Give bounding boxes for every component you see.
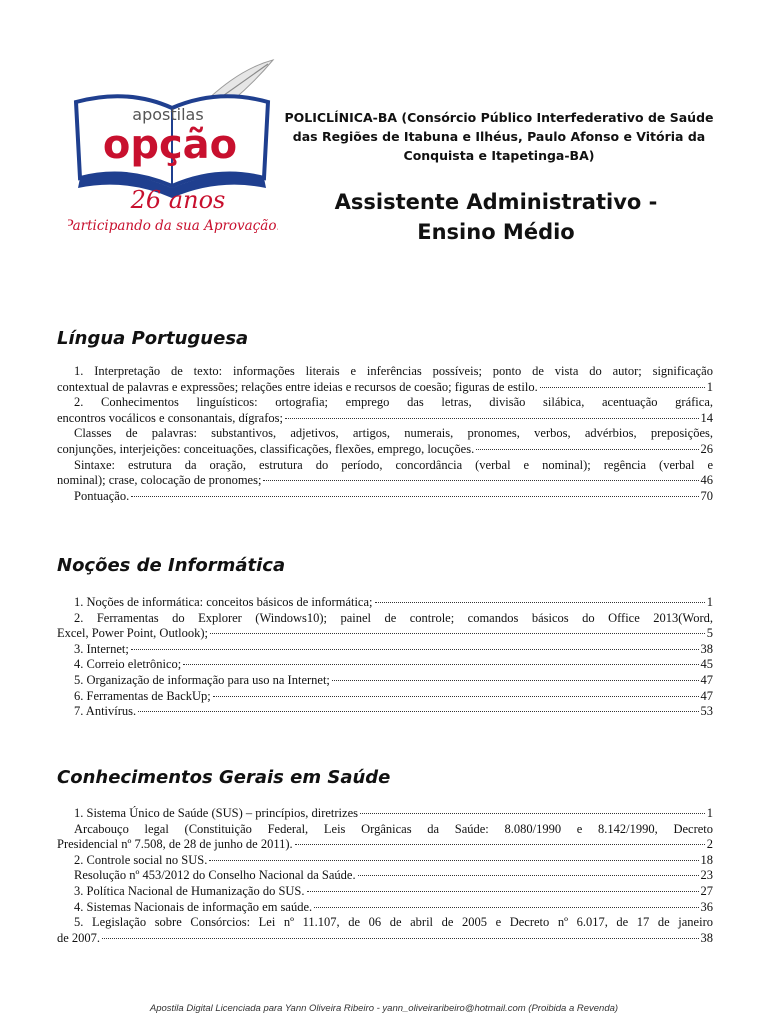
toc-entry [57,489,713,505]
toc-page-number: 36 [700,899,713,914]
toc-entry [57,657,713,673]
toc-page-number: 27 [700,883,713,898]
toc-entry-text: encontros vocálicos e consonantais, dígrafos; [57,410,283,425]
toc-entry-text: contextual de palavras e expressões; relações entre ideias e recursos de coesão; figuras de estilo. [57,379,538,394]
dot-leader [332,680,699,681]
toc-entry [57,868,713,884]
toc-entry-text: conjunções, interjeições: conceituações, classificações, flexões, emprego, locuções. [57,441,475,456]
brand-logo [68,58,278,238]
toc-entry-text: 4. Correio eletrônico; [74,657,182,672]
toc-page-number: 46 [700,473,713,488]
toc-entry [57,822,713,853]
toc-page-number: 5 [706,626,713,641]
toc-saude [57,806,713,946]
toc-entry-text: Pontuação. [74,488,130,503]
toc-entry [57,884,713,900]
section-title-informatica: Noções de Informática [57,555,286,576]
toc-page-number: 1 [706,806,713,820]
toc-entry-text: 2. Controle social no SUS. [74,852,208,867]
toc-entry-text: 2. Ferramentas do Explorer (Windows10); painel de controle; comandos básicos do Office 2013(Word, [74,610,713,625]
dot-leader [375,602,705,603]
toc-informatica [57,595,713,720]
toc-page-number: 26 [700,441,713,456]
toc-entry-text: 6. Ferramentas de BackUp; [74,688,211,703]
toc-page-number: 38 [700,930,713,945]
organization-name: POLICLÍNICA-BA (Consórcio Público Interfederativo de Saúde das Regiões de Itabuna e Ilhéus, Paulo Afonso e Vitória da Conquista e Itapetinga-BA) [284,110,714,163]
toc-page-number: 18 [700,852,713,867]
toc-entry-text: Presidencial nº 7.508, de 28 de junho de 2011). [57,837,293,852]
dot-leader [476,449,698,450]
toc-entry-text: 5. Organização de informação para uso na Internet; [74,672,330,687]
dot-leader [263,480,698,481]
toc-entry-text: 2. Conhecimentos linguísticos: ortografia; emprego das letras, divisão silábica, acentuação gráfica, [74,395,713,410]
toc-entry [57,395,713,426]
toc-portugues [57,364,713,504]
toc-page-number: 14 [700,410,713,425]
toc-entry-text: 4. Sistemas Nacionais de informação em saúde. [74,899,313,914]
toc-entry [57,704,713,720]
toc-page-number: 70 [700,488,713,503]
toc-page-number: 45 [700,657,713,672]
toc-entry-text: 1. Noções de informática: conceitos básicos de informática; [74,595,373,609]
toc-entry-text: de 2007. [57,930,101,945]
toc-entry [57,611,713,642]
section-title-portugues: Língua Portuguesa [57,328,249,349]
toc-page-number: 1 [706,379,713,394]
toc-entry [57,364,713,395]
toc-entry-text: 7. Antivírus. [74,704,137,719]
toc-entry-text: nominal); crase, colocação de pronomes; [57,473,262,488]
toc-entry-text: 3. Política Nacional de Humanização do SUS. [74,883,305,898]
dot-leader [131,649,699,650]
toc-entry [57,900,713,916]
page-title [290,187,702,247]
toc-page-number: 23 [700,868,713,883]
toc-entry-text: 1. Interpretação de texto: informações literais e inferências possíveis; ponto de vista do autor; significação [74,364,713,378]
dot-leader [209,860,698,861]
toc-page-number: 47 [700,672,713,687]
toc-entry [57,806,713,822]
toc-entry-text: Resolução nº 453/2012 do Conselho Nacional da Saúde. [74,868,356,883]
svg-text:Participando da sua Aprovação!: Participando da sua Aprovação! [68,218,278,234]
toc-entry [57,853,713,869]
toc-entry [57,673,713,689]
toc-entry [57,426,713,457]
toc-entry [57,689,713,705]
license-footer: Apostila Digital Licenciada para Yann Oliveira Ribeiro - yann_oliveiraribeiro@hotmail.com (Proibida a Revenda) [149,1003,619,1014]
dot-leader [358,875,699,876]
dot-leader [314,907,698,908]
toc-entry [57,595,713,611]
section-title-saude: Conhecimentos Gerais em Saúde [57,767,391,788]
toc-entry [57,915,713,946]
dot-leader [138,711,698,712]
toc-entry-text: Classes de palavras: substantivos, adjetivos, artigos, numerais, pronomes, verbos, advérbios, preposições, [74,426,713,441]
dot-leader [183,664,698,665]
toc-entry [57,642,713,658]
svg-text:apostilas: apostilas [132,105,204,124]
title-line-1: Assistente Administrativo - [334,190,658,214]
toc-page-number: 53 [700,704,713,719]
dot-leader [295,844,705,845]
toc-entry [57,458,713,489]
dot-leader [540,387,705,388]
toc-page-number: 38 [700,641,713,656]
dot-leader [131,496,698,497]
toc-entry-text: 1. Sistema Único de Saúde (SUS) – princípios, diretrizes [74,806,358,820]
svg-text:26 anos: 26 anos [130,186,226,214]
toc-entry-text: Sintaxe: estrutura da oração, estrutura do período, concordância (verbal e nominal); regência (verbal e [74,457,713,472]
toc-page-number: 1 [706,595,713,609]
toc-entry-text: 5. Legislação sobre Consórcios: Lei nº 11.107, de 06 de abril de 2005 e Decreto nº 6.017, de 17 de janeiro [74,915,713,930]
dot-leader [210,633,705,634]
toc-page-number: 47 [700,688,713,703]
open-book-icon [68,58,278,238]
svg-text:opção: opção [102,122,238,168]
dot-leader [360,813,705,814]
dot-leader [307,891,699,892]
title-line-2: Ensino Médio [417,220,575,244]
dot-leader [213,696,699,697]
toc-page-number: 2 [706,837,713,852]
toc-entry-text: 3. Internet; [74,641,129,656]
toc-entry-text: Arcabouço legal (Constituição Federal, Leis Orgânicas da Saúde: 8.080/1990 e 8.142/1990, Decreto [74,821,713,836]
dot-leader [285,418,699,419]
toc-entry-text: Excel, Power Point, Outlook); [57,626,209,641]
dot-leader [102,938,698,939]
